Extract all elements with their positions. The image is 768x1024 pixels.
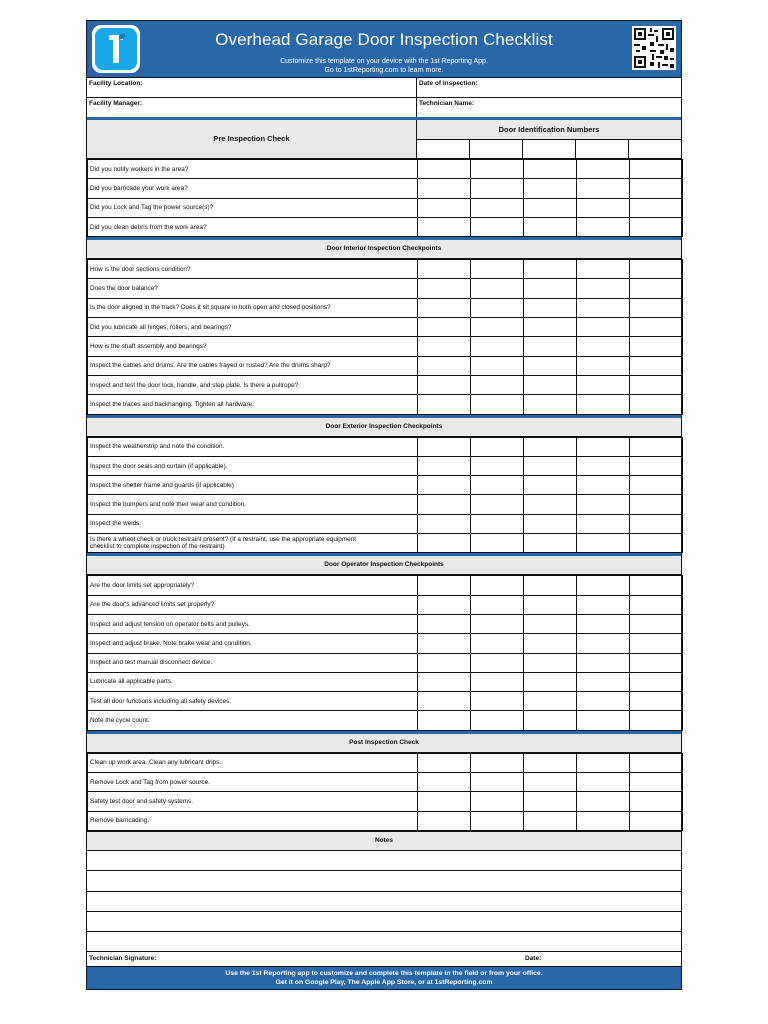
door-id-header: Door Identification Numbers — [417, 120, 681, 140]
exterior-table — [87, 437, 683, 554]
table-row — [88, 672, 683, 691]
table-row — [88, 476, 683, 495]
checklist-item: Inspect and adjust tension on operator belts and pulleys. — [88, 614, 418, 633]
checklist-item: Safety test door and safety systems. — [88, 792, 418, 811]
pre-inspection-table — [87, 159, 683, 237]
table-row — [88, 653, 683, 672]
checklist-item: Are the door's advanced limits set properly? — [88, 595, 418, 614]
notes-line[interactable] — [87, 912, 681, 932]
checklist-item: Are the door limits set appropriately? — [88, 576, 418, 595]
checklist-item: How is the door sections condition? — [88, 260, 418, 279]
notes-line[interactable] — [87, 892, 681, 912]
checklist-item: Inspect the cables and drums. Are the cables frayed or rusted? Are the drums sharp? — [88, 356, 418, 375]
facility-info — [87, 77, 681, 117]
table-row — [88, 160, 683, 179]
table-row — [88, 437, 683, 456]
table-row — [88, 179, 683, 198]
table-row — [88, 792, 683, 811]
notes-line[interactable] — [87, 851, 681, 871]
checklist-item: Inspect and adjust brake. Note brake wear and condition. — [88, 634, 418, 653]
table-row — [88, 753, 683, 772]
interior-section-title: Door Interior Inspection Checkpoints — [87, 240, 681, 259]
door-id-inputs — [417, 140, 681, 158]
checklist-item: Inspect the door seals and curtain (if applicable). — [88, 456, 418, 475]
table-row — [88, 298, 683, 317]
checklist-item: Did you Lock and Tag the power source(s)? — [88, 198, 418, 217]
checklist-sheet — [86, 20, 682, 990]
qr-code-icon — [632, 26, 676, 70]
checklist-item: Remove Lock and Tag from power source. — [88, 773, 418, 792]
checklist-item: Inspect the shelter frame and guards (if applicable) — [88, 476, 418, 495]
door-id-input[interactable] — [417, 140, 470, 158]
table-row — [88, 337, 683, 356]
footer-banner — [87, 967, 681, 989]
technician-name-field[interactable]: Technician Name: — [419, 100, 475, 107]
checklist-item: Lubricate all applicable parts. — [88, 672, 418, 691]
exterior-section-title: Door Exterior Inspection Checkpoints — [87, 418, 681, 437]
operator-section-title: Door Operator Inspection Checkpoints — [87, 556, 681, 575]
post-table — [87, 753, 683, 831]
checklist-item: How is the shaft assembly and bearings? — [88, 337, 418, 356]
table-row — [88, 217, 683, 236]
notes-line[interactable] — [87, 871, 681, 891]
checklist-item: Inspect the welds. — [88, 514, 418, 533]
facility-location-field[interactable]: Facility Location: — [87, 78, 417, 97]
interior-table — [87, 259, 683, 414]
post-section-title: Post Inspection Check — [87, 734, 681, 753]
footer-line-1: Use the 1st Reporting app to customize and complete this template in the field or from your office. — [225, 970, 543, 978]
table-row — [88, 595, 683, 614]
checklist-item: Did you notify workers in the area? — [88, 160, 418, 179]
checklist-item — [88, 534, 418, 553]
checklist-item: Inspect the bumpers and note their wear and condition. — [88, 495, 418, 514]
table-row — [88, 318, 683, 337]
door-id-input[interactable] — [629, 140, 681, 158]
signature-row — [87, 952, 681, 967]
door-id-input[interactable] — [576, 140, 629, 158]
table-row — [88, 811, 683, 830]
info-row — [87, 98, 681, 117]
door-id-input[interactable] — [523, 140, 576, 158]
pre-inspection-title: Pre Inspection Check — [87, 120, 417, 158]
page-title: Overhead Garage Door Inspection Checklist — [215, 30, 553, 49]
table-row — [88, 260, 683, 279]
door-id-input[interactable] — [470, 140, 523, 158]
table-row — [88, 456, 683, 475]
table-row — [88, 534, 683, 553]
subtitle-line-2: Go to 1stReporting.com to learn more. — [324, 67, 444, 74]
info-row — [87, 78, 681, 98]
table-row — [88, 692, 683, 711]
table-row — [88, 375, 683, 394]
checklist-item-line: checklist to complete inspection of the restraint) — [90, 543, 225, 551]
table-row — [88, 711, 683, 730]
checklist-item: Is the door aligned in the track? Does it sit square in both open and closed positions? — [88, 298, 418, 317]
header-subtitle — [87, 57, 681, 75]
technician-signature-field[interactable]: Technician Signature: — [89, 955, 157, 963]
checklist-item: Inspect the traces and backhanging. Tighten all hardware. — [88, 395, 418, 414]
checklist-item: Inspect the weatherstrip and note the condition. — [88, 437, 418, 456]
notes-title: Notes — [87, 831, 681, 851]
checklist-item: Test all door functions including all safety devices. — [88, 692, 418, 711]
checklist-item: Did you clean debris from the work area? — [88, 217, 418, 236]
date-of-inspection-field[interactable]: Date of Inspection: — [419, 80, 478, 87]
table-row — [88, 279, 683, 298]
checklist-item-line: Is there a wheel check or truck restraint present? (If a restraint, use the appropriate equipment — [90, 536, 357, 544]
checklist-item: Note the cycle count. — [88, 711, 418, 730]
pre-inspection-header — [87, 120, 681, 159]
table-row — [88, 495, 683, 514]
checklist-item: Inspect and test the door lock, handle, and step plate. Is there a pullrope? — [88, 375, 418, 394]
table-row — [88, 198, 683, 217]
table-row — [88, 634, 683, 653]
table-row — [88, 614, 683, 633]
checklist-item: Remove barricading. — [88, 811, 418, 830]
table-row — [88, 395, 683, 414]
table-row — [88, 576, 683, 595]
checklist-item: Does the door balance? — [88, 279, 418, 298]
table-row — [88, 356, 683, 375]
table-row — [88, 773, 683, 792]
signature-date-field[interactable]: Date: — [525, 955, 542, 963]
table-row — [88, 514, 683, 533]
subtitle-line-1: Customize this template on your device with the 1st Reporting App. — [280, 58, 488, 65]
footer-line-2: Get it on Google Play, The Apple App Store, or at 1stReporting.com — [275, 979, 493, 987]
checklist-item: Clean up work area. Clean any lubricant drips. — [88, 753, 418, 772]
header-banner — [87, 21, 681, 77]
facility-manager-field[interactable]: Facility Manager: — [87, 98, 417, 117]
notes-line[interactable] — [87, 932, 681, 952]
checklist-item: Did you lubricate all hinges, rollers, and bearings? — [88, 318, 418, 337]
checklist-item: Did you barricade your work area? — [88, 179, 418, 198]
checklist-item: Inspect and test manual disconnect device. — [88, 653, 418, 672]
operator-table — [87, 575, 683, 730]
